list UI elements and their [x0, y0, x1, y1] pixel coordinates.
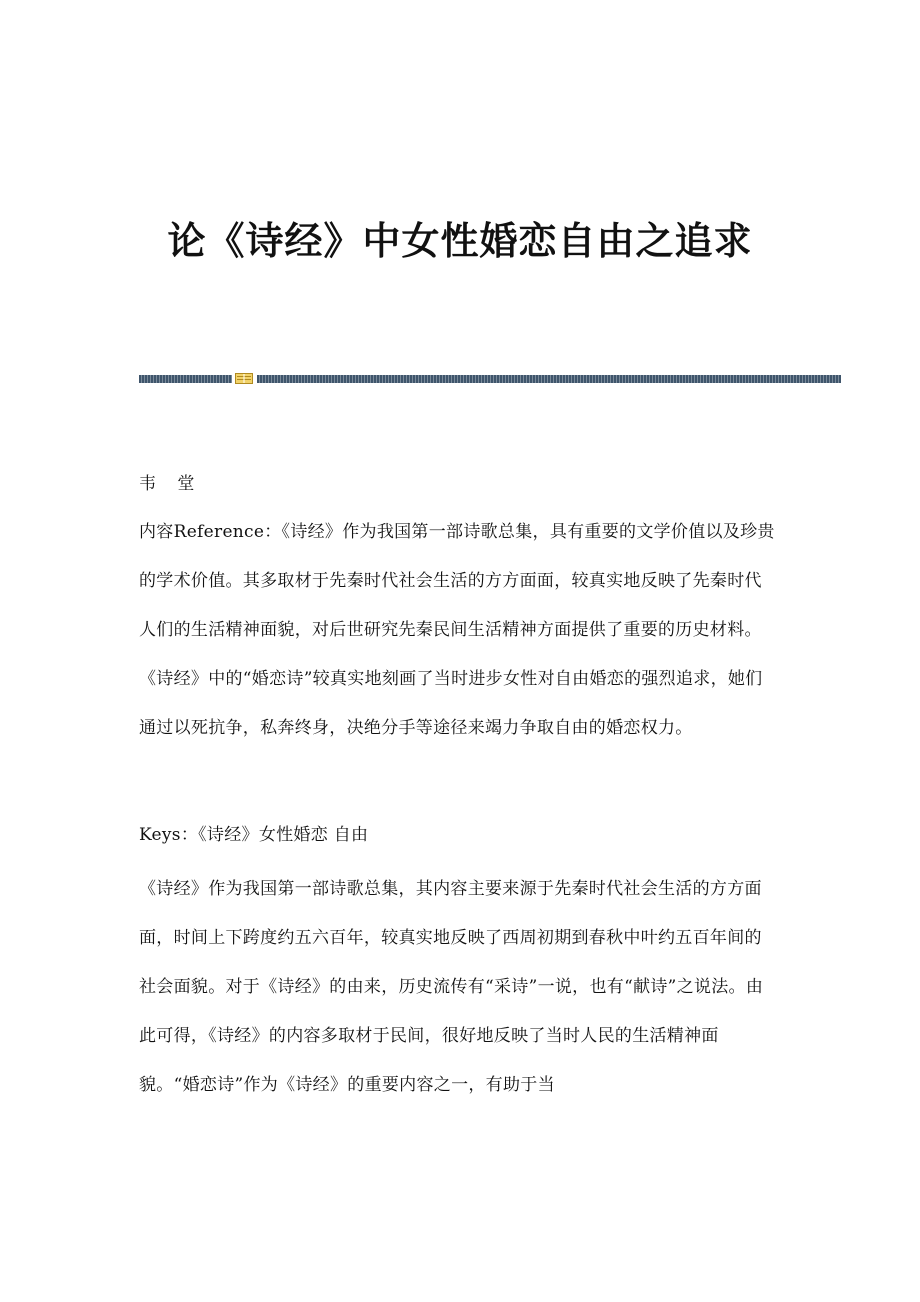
abstract-paragraph: 内容Reference：《诗经》作为我国第一部诗歌总集，具有重要的文学价值以及珍贵的学术价值。其多取材于先秦时代社会生活的方方面面，较真实地反映了先秦时代人们的生活精神面貌，对后世研究先秦民间生活精神方面提供了重要的历史材料。《诗经》中的“婚恋诗”较真实地刻画了当时进步女性对自由婚恋的强烈追求，她们通过以死抗争，私奔终身，决绝分手等途径来竭力争取自由的婚恋权力。: [139, 522, 775, 738]
book-ornament-icon: [235, 373, 253, 384]
keywords-line: Keys：《诗经》女性婚恋 自由: [139, 825, 369, 845]
body-paragraph: 《诗经》作为我国第一部诗歌总集，其内容主要来源于先秦时代社会生活的方方面面，时间上下跨度约五六百年，较真实地反映了西周初期到春秋中叶约五百年间的社会面貌。对于《诗经》的由来，历史流传有“采诗”一说，也有“献诗”之说法。由此可得，《诗经》的内容多取材于民间，很好地反映了当时人民的生活精神面貌。“婚恋诗”作为《诗经》的重要内容之一，有助于当: [139, 879, 764, 1095]
author-name: 韦 堂: [139, 474, 203, 494]
divider-left: [139, 375, 232, 383]
document-title: 论《诗经》中女性婚恋自由之追求: [167, 219, 753, 263]
divider-right: [257, 375, 841, 383]
